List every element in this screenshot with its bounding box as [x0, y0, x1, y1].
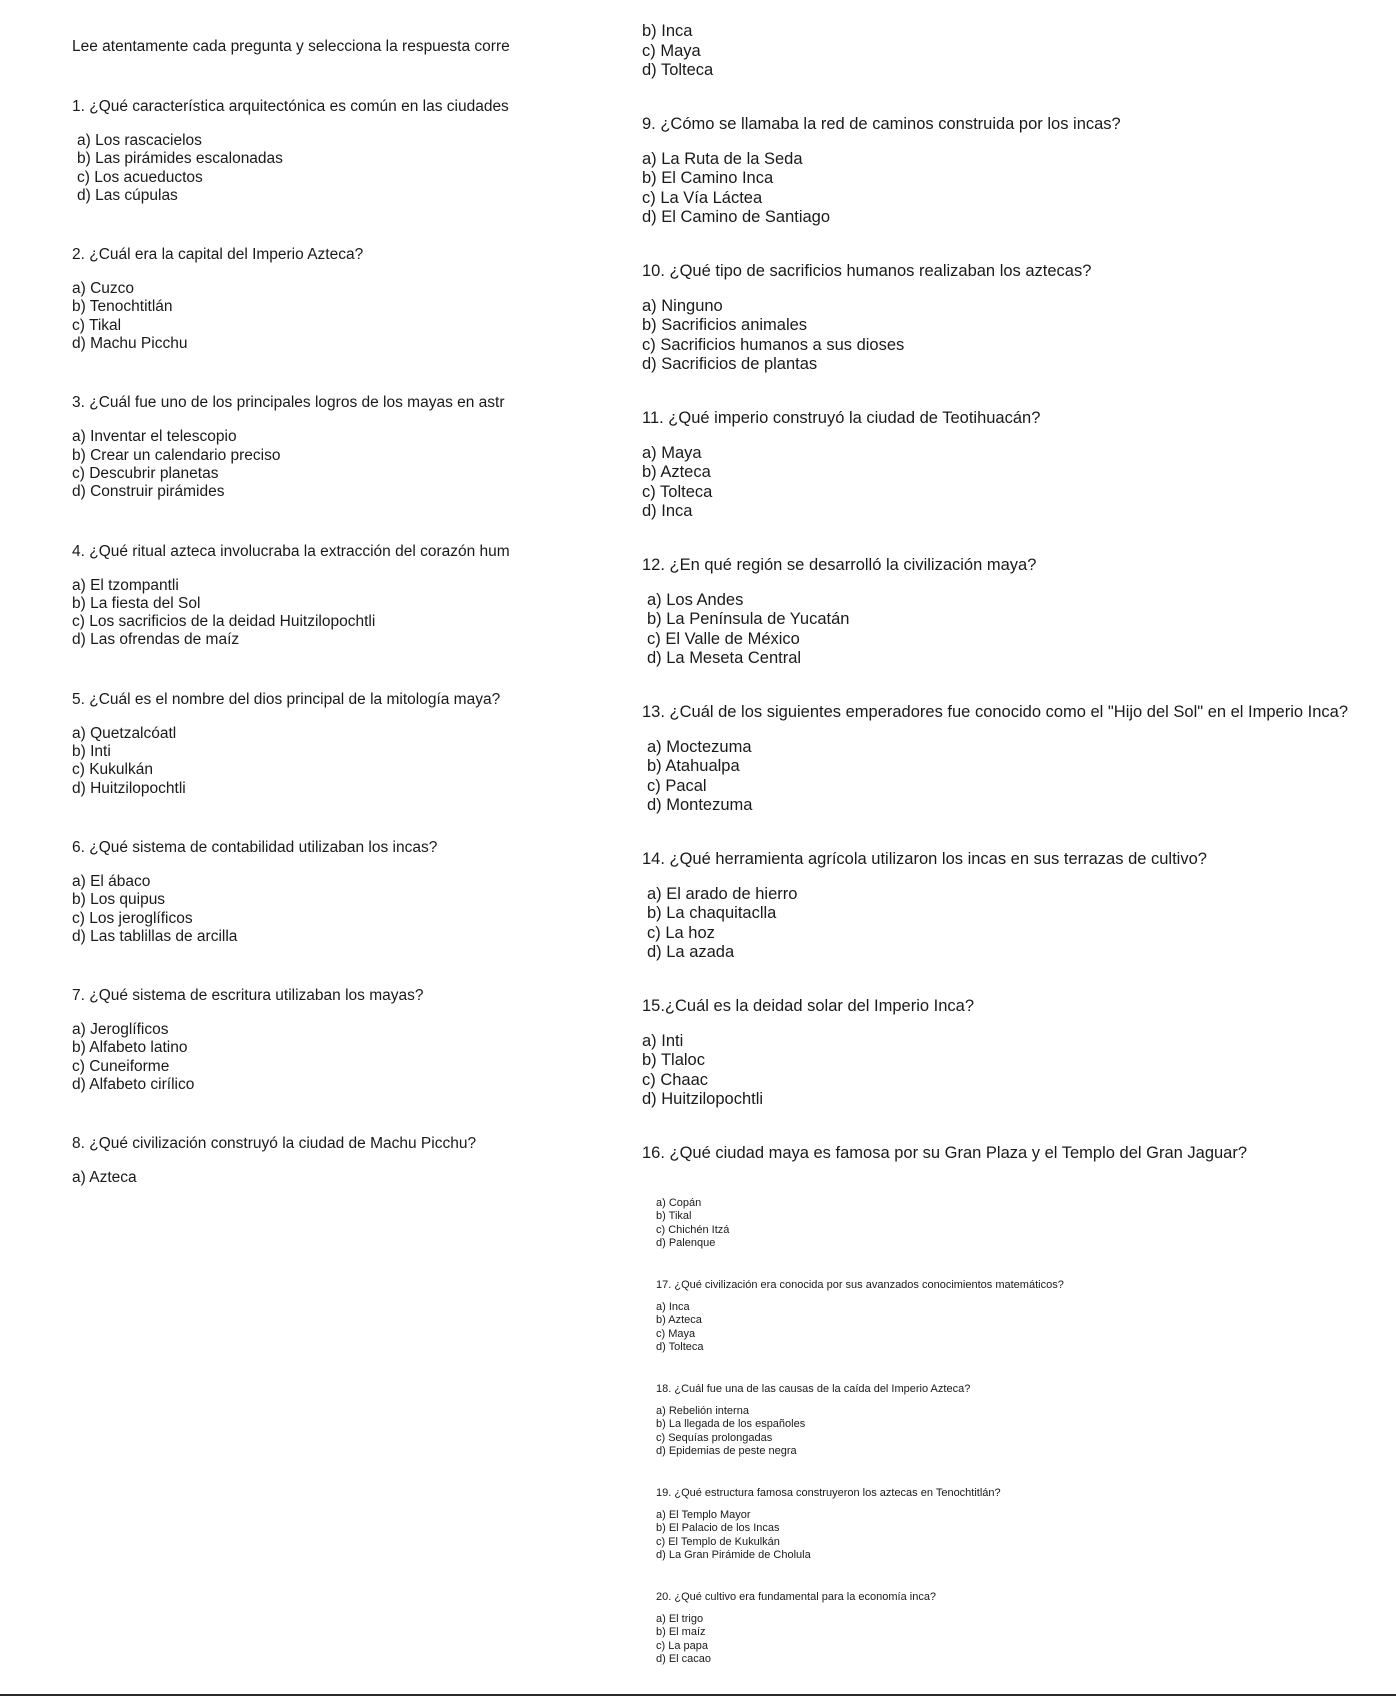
answer-option[interactable]: c) Cuneiforme — [72, 1057, 170, 1075]
answer-option[interactable]: d) Huitzilopochtli — [72, 779, 186, 797]
question-text: 5. ¿Cuál es el nombre del dios principal de la mitología maya? — [72, 690, 501, 708]
answer-option[interactable]: c) La Vía Láctea — [642, 188, 763, 207]
answer-option[interactable]: b) Tikal — [656, 1210, 692, 1222]
question-text: 6. ¿Qué sistema de contabilidad utilizaban los incas? — [72, 838, 438, 856]
answer-option[interactable]: d) Alfabeto cirílico — [72, 1076, 195, 1094]
answer-option[interactable]: b) Las pirámides escalonadas — [77, 150, 283, 168]
answer-options — [642, 444, 1387, 522]
answer-option[interactable]: d) El Camino de Santiago — [642, 208, 831, 226]
answer-option[interactable]: c) La papa — [656, 1639, 708, 1652]
question-text: 8. ¿Qué civilización construyó la ciudad de Machu Picchu? — [72, 1135, 477, 1153]
question-block — [642, 115, 1387, 228]
question-text: 10. ¿Qué tipo de sacrificios humanos realizaban los aztecas? — [642, 261, 1092, 280]
answer-option[interactable]: b) Crear un calendario preciso — [72, 446, 281, 464]
question-text: 3. ¿Cuál fue uno de los principales logros de los mayas en astr — [72, 394, 505, 412]
answer-option[interactable]: d) Las tablillas de arcilla — [72, 927, 238, 945]
answer-option[interactable]: a) Cuzco — [72, 280, 135, 298]
question-block — [72, 839, 526, 946]
answer-option[interactable]: c) Kukulkán — [72, 761, 153, 779]
question-block — [72, 1135, 526, 1187]
answer-option[interactable]: d) Inca — [642, 502, 693, 520]
question-block — [642, 556, 1387, 669]
answer-option[interactable]: a) La Ruta de la Seda — [642, 149, 803, 168]
answer-option[interactable]: b) Inca — [642, 22, 693, 40]
question-block — [72, 987, 526, 1094]
answer-option[interactable]: d) La azada — [647, 943, 735, 961]
answer-option[interactable]: a) Inventar el telescopio — [72, 428, 237, 446]
answer-options — [72, 873, 526, 946]
left-column — [72, 38, 526, 1229]
answer-option[interactable]: c) Sequías prolongadas — [656, 1431, 773, 1444]
answer-option[interactable]: d) Palenque — [656, 1237, 716, 1249]
answer-option[interactable]: b) Sacrificios animales — [642, 316, 808, 334]
answer-option[interactable]: a) El Templo Mayor — [656, 1508, 751, 1521]
instructions-text: Lee atentamente cada pregunta y selecciona la respuesta corre — [72, 38, 510, 55]
answer-option[interactable]: d) Epidemias de peste negra — [656, 1445, 797, 1457]
answer-option[interactable]: c) Maya — [642, 41, 701, 60]
answer-option[interactable]: a) Inca — [656, 1300, 690, 1313]
answer-option[interactable]: c) El Valle de México — [647, 629, 800, 648]
answer-option[interactable]: d) La Gran Pirámide de Cholula — [656, 1549, 811, 1561]
answer-option[interactable]: b) Azteca — [642, 463, 711, 481]
answer-option[interactable]: c) Chaac — [642, 1070, 709, 1089]
answer-option[interactable]: d) Sacrificios de plantas — [642, 355, 818, 373]
question-text: 17. ¿Qué civilización era conocida por sus avanzados conocimientos matemáticos? — [656, 1278, 1064, 1291]
answer-option[interactable]: d) Las cúpulas — [77, 186, 178, 204]
answer-option[interactable]: a) Inti — [642, 1031, 684, 1050]
answer-option[interactable]: b) Atahualpa — [647, 757, 740, 775]
answer-option[interactable]: b) La fiesta del Sol — [72, 594, 201, 612]
question-text: 20. ¿Qué cultivo era fundamental para la economía inca? — [656, 1590, 937, 1603]
answer-options — [642, 1509, 1387, 1563]
question-text: 9. ¿Cómo se llamaba la red de caminos construida por los incas? — [642, 114, 1121, 133]
answer-option[interactable]: a) Quetzalcóatl — [72, 724, 177, 742]
answer-option[interactable]: a) Jeroglíficos — [72, 1021, 169, 1039]
answer-option[interactable]: b) Tenochtitlán — [72, 298, 173, 316]
answer-option[interactable]: c) Tolteca — [642, 482, 713, 501]
answer-options — [72, 1169, 526, 1187]
question-text: 13. ¿Cuál de los siguientes emperadores fue conocido como el "Hijo del Sol" en el Imperio Inca? — [642, 702, 1349, 721]
answer-options — [642, 1405, 1387, 1459]
question-block — [72, 691, 526, 798]
question-block — [72, 394, 526, 501]
question-block — [642, 262, 1387, 375]
question-block — [642, 1591, 1387, 1667]
right-question-list — [642, 115, 1387, 1163]
answer-option[interactable]: c) La hoz — [647, 923, 715, 942]
answer-option[interactable]: c) Los jeroglíficos — [72, 909, 193, 927]
answer-option[interactable]: c) Maya — [656, 1327, 696, 1340]
answer-option[interactable]: d) Construir pirámides — [72, 483, 225, 501]
answer-options — [642, 1301, 1387, 1355]
answer-options — [642, 1613, 1387, 1667]
question-text: 16. ¿Qué ciudad maya es famosa por su Gran Plaza y el Templo del Gran Jaguar? — [642, 1143, 1248, 1162]
answer-option[interactable]: d) Huitzilopochtli — [642, 1090, 764, 1108]
answer-option[interactable]: a) El ábaco — [72, 872, 151, 890]
question-block — [642, 1279, 1387, 1355]
question-text: 11. ¿Qué imperio construyó la ciudad de Teotihuacán? — [642, 408, 1041, 427]
question-text: 1. ¿Qué característica arquitectónica es común en las ciudades — [72, 98, 509, 115]
answer-options — [642, 297, 1387, 375]
answer-option[interactable]: c) Sacrificios humanos a sus dioses — [642, 335, 905, 354]
answer-option[interactable]: b) La Península de Yucatán — [647, 610, 850, 628]
question-block — [642, 409, 1387, 522]
answer-option[interactable]: c) Pacal — [647, 776, 707, 795]
answer-option[interactable]: b) Azteca — [656, 1314, 702, 1326]
answer-option[interactable]: a) El trigo — [656, 1612, 704, 1625]
answer-option[interactable]: d) Machu Picchu — [72, 335, 188, 353]
question-block — [72, 246, 526, 353]
answer-option[interactable]: c) Descubrir planetas — [72, 464, 219, 482]
answer-options — [72, 577, 526, 650]
answer-options — [642, 150, 1387, 228]
answer-option[interactable]: a) Ninguno — [642, 296, 723, 315]
answer-options — [72, 428, 526, 501]
answer-option[interactable]: a) El tzompantli — [72, 576, 179, 594]
answer-option[interactable]: d) Montezuma — [647, 796, 753, 814]
answer-options — [642, 1032, 1387, 1110]
question-text: 4. ¿Qué ritual azteca involucraba la extracción del corazón hum — [72, 542, 510, 560]
answer-option[interactable]: b) Los quipus — [72, 891, 166, 909]
continued-options — [642, 22, 1387, 81]
answer-option[interactable]: b) El Camino Inca — [642, 169, 774, 187]
answer-option[interactable]: c) Chichén Itzá — [656, 1223, 730, 1236]
answer-option[interactable]: b) Inti — [72, 743, 111, 761]
small-question-list — [642, 1197, 1387, 1667]
question-block — [642, 850, 1387, 963]
answer-options — [72, 132, 526, 205]
question-text: 14. ¿Qué herramienta agrícola utilizaron los incas en sus terrazas de cultivo? — [642, 849, 1207, 868]
answer-option[interactable]: d) El cacao — [656, 1653, 712, 1665]
answer-option[interactable]: d) Tolteca — [656, 1341, 704, 1353]
answer-option[interactable]: a) Rebelión interna — [656, 1404, 749, 1417]
answer-option[interactable]: a) Copán — [656, 1196, 702, 1209]
right-column — [642, 22, 1387, 1695]
answer-option[interactable]: a) Los Andes — [647, 590, 744, 609]
question-text: 18. ¿Cuál fue una de las causas de la caída del Imperio Azteca? — [656, 1382, 971, 1395]
question-text: 2. ¿Cuál era la capital del Imperio Azteca? — [72, 246, 364, 264]
answer-options — [72, 280, 526, 353]
answer-option[interactable]: b) Alfabeto latino — [72, 1039, 188, 1057]
answer-option[interactable]: b) El Palacio de los Incas — [656, 1522, 780, 1534]
answer-option[interactable]: c) Tikal — [72, 316, 122, 334]
answer-option[interactable]: b) La llegada de los españoles — [656, 1418, 806, 1430]
question-block — [642, 1144, 1387, 1163]
answer-options — [72, 1021, 526, 1094]
answer-option[interactable]: c) Los sacrificios de la deidad Huitzilopochtli — [72, 613, 376, 631]
question-text: 15.¿Cuál es la deidad solar del Imperio Inca? — [642, 996, 975, 1015]
answer-option[interactable]: a) Maya — [642, 443, 702, 462]
answer-option[interactable]: d) Las ofrendas de maíz — [72, 631, 240, 649]
left-question-list — [72, 98, 526, 1188]
question-text: 19. ¿Qué estructura famosa construyeron los aztecas en Tenochtitlán? — [656, 1486, 1001, 1499]
question-block — [642, 997, 1387, 1110]
answer-options — [642, 591, 1387, 669]
question-text: 7. ¿Qué sistema de escritura utilizaban los mayas? — [72, 987, 424, 1005]
answer-option[interactable]: b) La chaquitaclla — [647, 904, 777, 922]
answer-options — [642, 1197, 1387, 1251]
question-block — [72, 98, 526, 205]
answer-option[interactable]: c) El Templo de Kukulkán — [656, 1535, 780, 1548]
answer-option[interactable]: c) Los acueductos — [77, 168, 203, 186]
answer-option[interactable]: d) La Meseta Central — [647, 649, 802, 667]
answer-options — [642, 738, 1387, 816]
answer-option[interactable]: a) Azteca — [72, 1169, 137, 1187]
answer-option[interactable]: a) Moctezuma — [647, 737, 752, 756]
answer-option[interactable]: b) Tlaloc — [642, 1051, 705, 1069]
answer-option[interactable]: d) Tolteca — [642, 61, 714, 79]
question-block — [72, 543, 526, 650]
question-block — [642, 703, 1387, 816]
question-block — [642, 1487, 1387, 1563]
answer-option[interactable]: b) El maíz — [656, 1626, 706, 1638]
question-block — [642, 1383, 1387, 1459]
answer-options — [72, 725, 526, 798]
question-block — [642, 1197, 1387, 1251]
question-text: 12. ¿En qué región se desarrolló la civilización maya? — [642, 555, 1037, 574]
answer-option[interactable]: a) El arado de hierro — [647, 884, 798, 903]
answer-option[interactable]: a) Los rascacielos — [77, 132, 202, 149]
answer-options — [642, 885, 1387, 963]
